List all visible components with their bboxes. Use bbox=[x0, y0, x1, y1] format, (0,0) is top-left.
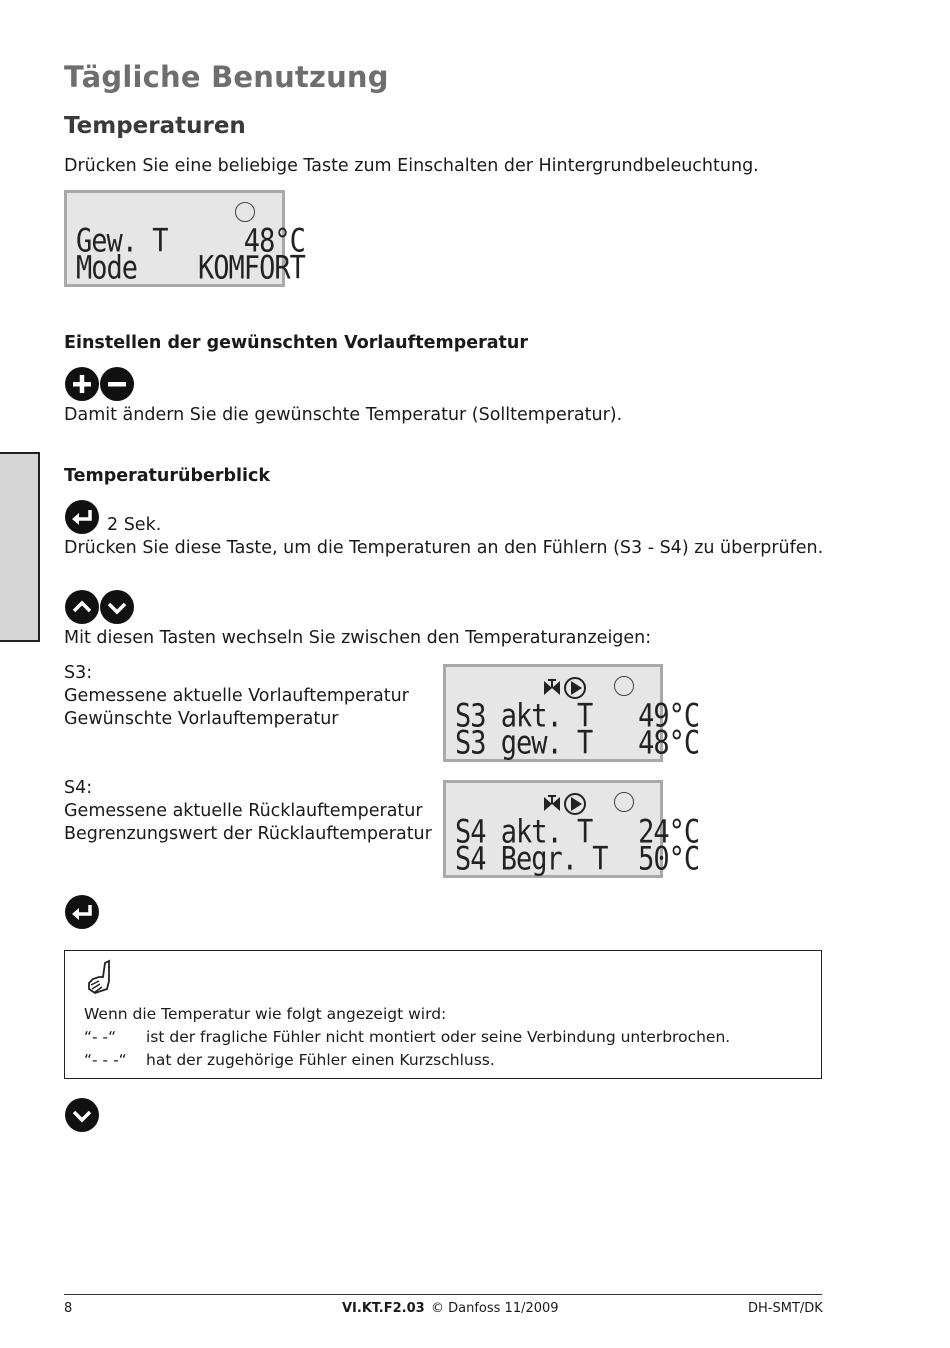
lcd-display-s4 bbox=[443, 780, 700, 878]
intro-text: Drücken Sie eine beliebige Taste zum Einschalten der Hintergrundbeleuchtung. bbox=[64, 156, 759, 176]
up-button-icon[interactable] bbox=[65, 590, 99, 624]
lcd-line-1: S4 akt. T 24°C bbox=[455, 814, 700, 851]
page-heading: Tägliche Benutzung bbox=[64, 60, 389, 94]
overview-text: Drücken Sie diese Taste, um die Temperaturen an den Fühlern (S3 - S4) zu überprüfen. bbox=[64, 538, 824, 558]
footer-divider bbox=[64, 1294, 822, 1295]
setpoint-title: Einstellen der gewünschten Vorlauftemperatur bbox=[64, 333, 528, 353]
valve-pump-icon bbox=[542, 676, 590, 700]
down-button-icon[interactable] bbox=[65, 1098, 99, 1132]
enter-button-icon[interactable] bbox=[65, 895, 99, 929]
setpoint-text: Damit ändern Sie die gewünschte Temperatur (Solltemperatur). bbox=[64, 405, 623, 425]
s4-desc-measured: Gemessene aktuelle Rücklauftemperatur bbox=[64, 801, 423, 821]
hand-pointer-icon bbox=[85, 959, 115, 997]
navigation-text: Mit diesen Tasten wechseln Sie zwischen den Temperaturanzeigen: bbox=[64, 628, 652, 648]
minus-button-icon[interactable] bbox=[100, 367, 134, 401]
lcd-line-2: S3 gew. T 48°C bbox=[455, 725, 700, 762]
s4-desc-limit: Begrenzungswert der Rücklauftemperatur bbox=[64, 824, 432, 844]
down-button-icon[interactable] bbox=[100, 590, 134, 624]
document-code: VI.KT.F2.03 bbox=[342, 1301, 425, 1316]
note-intro: Wenn die Temperatur wie folgt angezeigt wird: bbox=[84, 1005, 447, 1023]
lcd-display-main bbox=[64, 190, 305, 287]
lcd-line-2: Mode KOMFORT bbox=[76, 250, 305, 287]
lcd-display-s3 bbox=[443, 664, 700, 762]
note-code: “- -“ bbox=[84, 1028, 117, 1046]
note-description: hat der zugehörige Fühler einen Kurzschluss. bbox=[146, 1051, 495, 1069]
chapter-side-tab bbox=[0, 452, 40, 642]
hold-duration: 2 Sek. bbox=[107, 515, 162, 535]
section-heading: Temperaturen bbox=[64, 113, 246, 139]
copyright: © Danfoss 11/2009 bbox=[431, 1301, 559, 1316]
s3-desc-measured: Gemessene aktuelle Vorlauftemperatur bbox=[64, 686, 409, 706]
sun-icon bbox=[614, 792, 634, 812]
sun-icon bbox=[614, 676, 634, 696]
enter-button-icon[interactable] bbox=[65, 500, 99, 534]
lcd-line-2: S4 Begr. T 50°C bbox=[455, 841, 700, 878]
s4-label: S4: bbox=[64, 778, 93, 798]
page-number: 8 bbox=[64, 1301, 73, 1316]
plus-button-icon[interactable] bbox=[65, 367, 99, 401]
note-description: ist der fragliche Fühler nicht montiert oder seine Verbindung unterbrochen. bbox=[146, 1028, 731, 1046]
footer-right-code: DH-SMT/DK bbox=[748, 1301, 823, 1316]
lcd-line-1: S3 akt. T 49°C bbox=[455, 698, 700, 735]
overview-title: Temperaturüberblick bbox=[64, 466, 271, 486]
sun-icon bbox=[235, 202, 255, 222]
note-box bbox=[64, 950, 822, 1079]
s3-desc-desired: Gewünschte Vorlauftemperatur bbox=[64, 709, 339, 729]
lcd-line-1: Gew. T 48°C bbox=[76, 223, 305, 260]
note-code: “- - -“ bbox=[84, 1051, 127, 1069]
s3-label: S3: bbox=[64, 663, 93, 683]
valve-pump-icon bbox=[542, 792, 590, 816]
